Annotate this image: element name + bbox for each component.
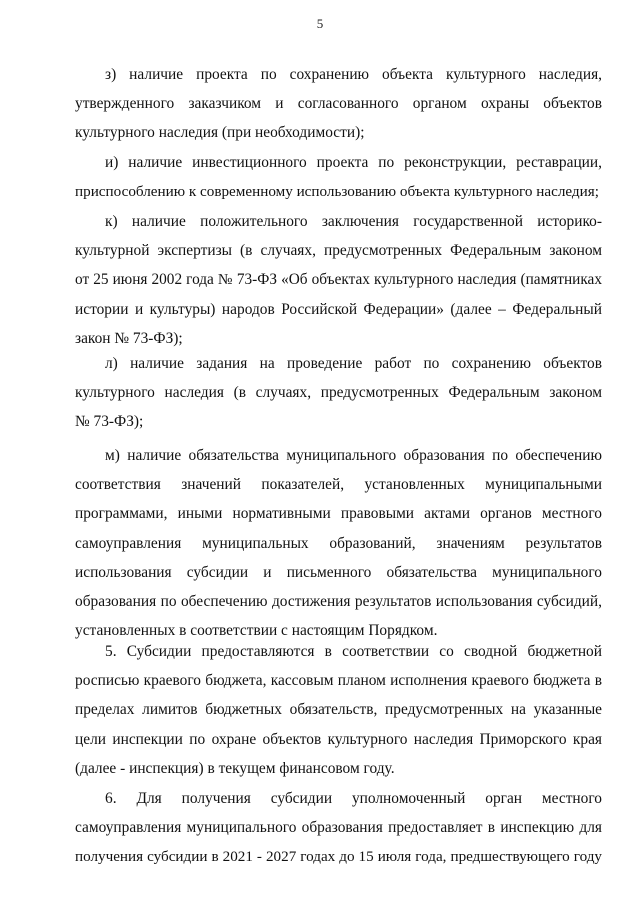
paragraph-line: м) наличие обязательства муниципального образования по обеспечению bbox=[105, 447, 602, 464]
paragraph-line: культурного наследия (в случаях, предусмотренных Федеральным законом bbox=[75, 384, 602, 402]
paragraph-k bbox=[75, 207, 602, 353]
paragraph-line: от 25 июня 2002 года № 73-ФЗ «Об объектах культурного наследия (памятниках bbox=[75, 271, 602, 289]
paragraph-line: приспособлению к современному использованию объекта культурного наследия; bbox=[75, 183, 599, 201]
paragraph-line: закон № 73-ФЗ); bbox=[75, 329, 183, 347]
paragraph-line: программами, иными нормативными правовыми актами органов местного bbox=[75, 505, 602, 523]
paragraph-line: цели инспекции по охране объектов культурного наследия Приморского края bbox=[75, 730, 602, 748]
paragraph-6 bbox=[75, 784, 602, 872]
paragraph-line: пределах лимитов бюджетных обязательств, предусмотренных на указанные bbox=[75, 701, 602, 719]
paragraph-line: самоуправления муниципальных образований, значениям результатов bbox=[75, 534, 602, 552]
paragraph-line: 6. Для получения субсидии уполномоченный орган местного bbox=[105, 790, 602, 807]
paragraph-line: культурной экспертизы (в случаях, предусмотренных Федеральным законом bbox=[75, 242, 602, 260]
paragraph-line: культурного наследия (при необходимости); bbox=[75, 124, 365, 142]
paragraph-line: получения субсидии в 2021 - 2027 годах до 15 июля года, предшествующего году bbox=[75, 848, 602, 866]
paragraph-m bbox=[75, 441, 602, 645]
paragraph-line: и) наличие инвестиционного проекта по реконструкции, реставрации, bbox=[105, 154, 602, 171]
paragraph-line: № 73-ФЗ); bbox=[75, 413, 144, 431]
paragraph-line: установленных в соответствии с настоящим Порядком. bbox=[75, 622, 438, 640]
paragraph-line: росписью краевого бюджета, кассовым планом исполнения краевого бюджета в bbox=[75, 672, 602, 690]
paragraph-l bbox=[75, 349, 602, 437]
paragraph-5 bbox=[75, 637, 602, 783]
paragraph-line: утвержденного заказчиком и согласованного органом охраны объектов bbox=[75, 95, 602, 113]
paragraph-line: истории и культуры) народов Российской Федерации» (далее – Федеральный bbox=[75, 300, 602, 318]
paragraph-line: (далее - инспекция) в текущем финансовом году. bbox=[75, 759, 395, 777]
paragraph-i bbox=[75, 148, 602, 206]
paragraph-line: л) наличие задания на проведение работ по сохранению объектов bbox=[105, 355, 602, 372]
page-number: 5 bbox=[316, 16, 324, 31]
paragraph-z bbox=[75, 60, 602, 148]
paragraph-line: самоуправления муниципального образования предоставляет в инспекцию для bbox=[75, 819, 602, 837]
paragraph-line: з) наличие проекта по сохранению объекта культурного наследия, bbox=[105, 66, 602, 83]
paragraph-line: к) наличие положительного заключения государственной историко- bbox=[105, 213, 602, 230]
paragraph-line: 5. Субсидии предоставляются в соответствии со сводной бюджетной bbox=[105, 643, 602, 660]
paragraph-line: использования субсидии и письменного обязательства муниципального bbox=[75, 563, 602, 581]
paragraph-line: соответствия значений показателей, установленных муниципальными bbox=[75, 476, 602, 494]
paragraph-line: образования по обеспечению достижения результатов использования субсидий, bbox=[75, 592, 602, 610]
